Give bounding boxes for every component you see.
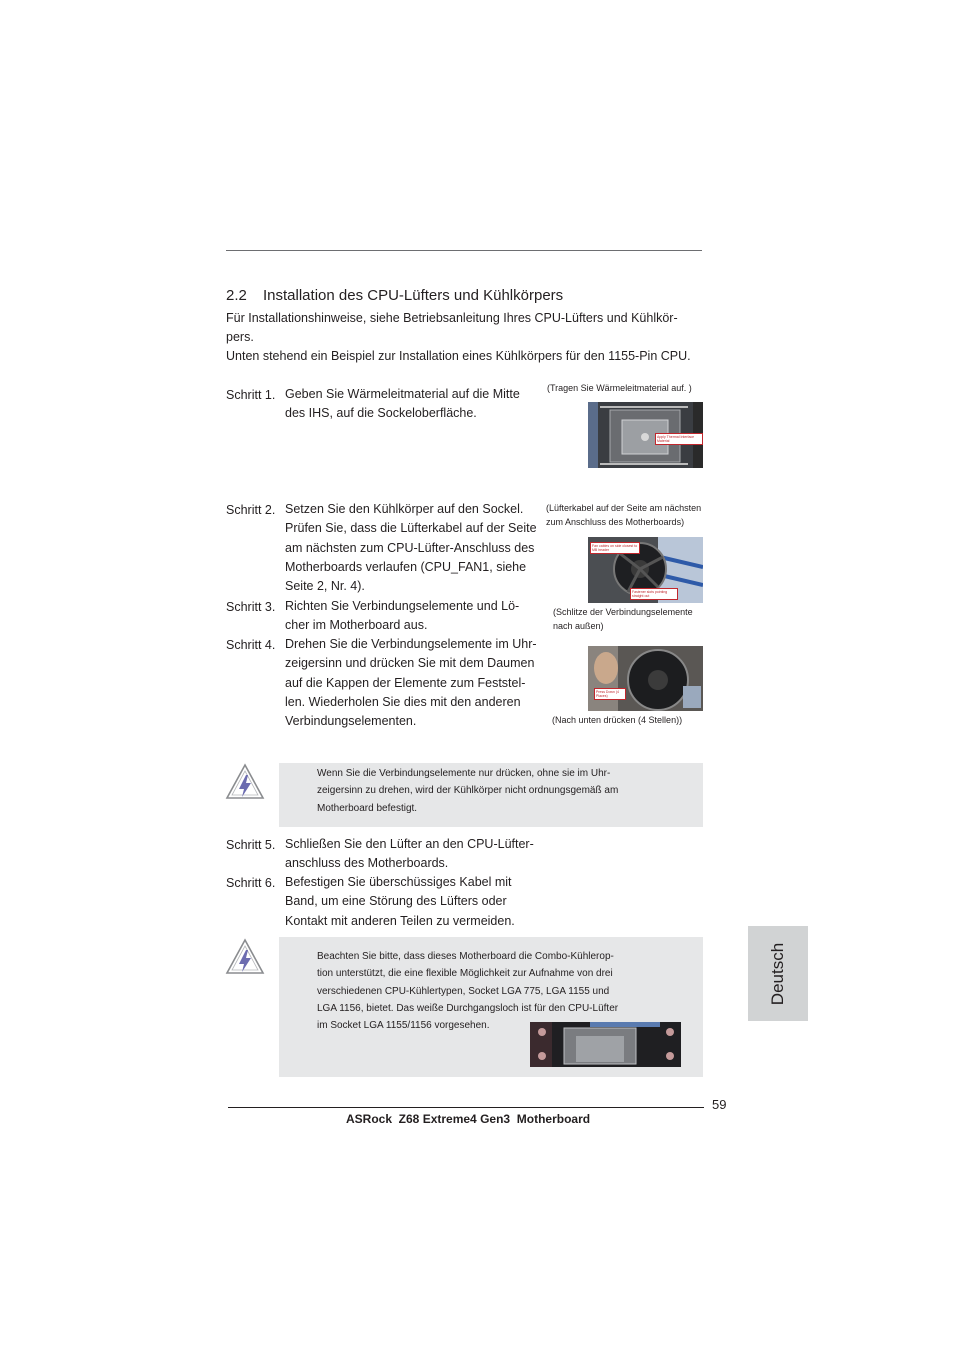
photo-tag: Apply Thermal Interface Material (655, 433, 703, 445)
note-line: Wenn Sie die Verbindungselemente nur drücken, ohne sie im Uhr- (317, 768, 611, 779)
note-line: Motherboard befestigt. (317, 802, 418, 814)
language-tab-label: Deutsch (768, 942, 787, 1005)
step-4-label: Schritt 4. (226, 638, 276, 652)
warning-icon (225, 937, 265, 975)
photo-press-down (588, 646, 703, 711)
intro-line-1: Für Installationshinweise, siehe Betriebsanleitung Ihres CPU-Lüfters und Kühlkör- (226, 311, 678, 325)
caption-step-4: (Nach unten drücken (4 Stellen)) (552, 715, 683, 725)
step-line: Setzen Sie den Kühlkörper auf den Sockel. (285, 502, 524, 516)
step-6-text (285, 873, 515, 931)
note-box-1 (279, 763, 703, 827)
photo-tag: Fan cables on side closest to MB header (590, 542, 640, 554)
step-line: len. Wiederholen Sie dies mit den anderen (285, 694, 521, 709)
page-number: 59 (712, 1097, 727, 1112)
note-line: tion unterstützt, die eine flexible Möglichkeit zur Aufnahme von drei (317, 968, 613, 980)
step-line: Kontakt mit anderen Teilen zu vermeiden. (285, 913, 515, 928)
top-divider (226, 250, 702, 251)
note-1-text (317, 765, 618, 817)
note-line: LGA 1156, bietet. Das weiße Durchgangsloch ist für den CPU-Lüfter (317, 1002, 619, 1014)
step-line: auf die Kappen der Elemente zum Feststel- (285, 675, 526, 690)
bottom-divider (228, 1107, 704, 1108)
step-line: Band, um eine Störung des Lüfters oder (285, 894, 507, 909)
photo-thermal-paste (588, 402, 703, 468)
photo-tag: Press Down (4 Places) (594, 688, 626, 700)
step-line: anschluss des Motherboards. (285, 856, 449, 871)
step-1-text (285, 385, 520, 424)
note-box-2 (279, 937, 703, 1077)
step-line: cher im Motherboard aus. (285, 618, 428, 633)
step-line: Prüfen Sie, dass die Lüfterkabel auf der Seite (285, 521, 537, 536)
caption-step-2-b: zum Anschluss des Motherboards) (546, 517, 685, 527)
photo-heatsink (588, 537, 703, 603)
language-tab (748, 926, 808, 1021)
caption-step-2-a: (Lüfterkabel auf der Seite am nächsten (546, 503, 702, 513)
step-line: Motherboards verlaufen (CPU_FAN1, siehe (285, 559, 527, 574)
footer-title: ASRock Z68 Extreme4 Gen3 Motherboard (346, 1112, 591, 1126)
step-2-label: Schritt 2. (226, 503, 276, 517)
step-3-text (285, 597, 519, 636)
note-line: im Socket LGA 1155/1156 vorgesehen. (317, 1020, 490, 1032)
caption-step-3-b: nach außen) (553, 621, 604, 631)
press-down-image (588, 646, 703, 711)
caption-step-3-a: (Schlitze der Verbindungselemente (553, 607, 693, 617)
step-line: Drehen Sie die Verbindungselemente im Uhr- (285, 637, 537, 651)
motherboard-socket-image (530, 1022, 681, 1067)
note-line: verschiedenen CPU-Kühlertypen, Socket LGA 775, LGA 1155 und (317, 985, 610, 997)
section-title: Installation des CPU-Lüfters und Kühlkörpers (263, 287, 564, 304)
step-line: Schließen Sie den Lüfter an den CPU-Lüfter- (285, 837, 534, 851)
step-line: zeigersinn und drücken Sie mit dem Daumen (285, 656, 535, 671)
step-5-text (285, 835, 534, 874)
intro-line-3: Unten stehend ein Beispiel zur Installation eines Kühlkörpers für den 1155-Pin CPU. (226, 349, 691, 363)
photo-tag: Fastener slots pointing straight out (630, 588, 678, 600)
step-2-text (285, 500, 537, 596)
step-line: Seite 2, Nr. 4). (285, 579, 365, 594)
step-3-label: Schritt 3. (226, 600, 276, 614)
photo-motherboard-socket (530, 1022, 681, 1067)
step-1-label: Schritt 1. (226, 388, 276, 402)
step-line: des IHS, auf die Sockeloberfläche. (285, 406, 477, 421)
caption-step-1: (Tragen Sie Wärmeleitmaterial auf. ) (547, 383, 692, 393)
step-line: Richten Sie Verbindungselemente und Lö- (285, 599, 520, 613)
step-line: Verbindungselementen. (285, 714, 417, 729)
step-5-label: Schritt 5. (226, 838, 276, 852)
section-number: 2.2 (226, 287, 247, 304)
warning-icon (225, 762, 265, 800)
intro-line-2: pers. (226, 330, 254, 344)
section-heading (226, 287, 563, 304)
step-6-label: Schritt 6. (226, 876, 276, 890)
step-line: Befestigen Sie überschüssiges Kabel mit (285, 875, 512, 889)
note-line: Beachten Sie bitte, dass dieses Motherboard die Combo-Kühlerop- (317, 951, 614, 962)
step-4-text (285, 635, 537, 731)
step-line: am nächsten zum CPU-Lüfter-Anschluss des (285, 540, 535, 555)
note-line: zeigersinn zu drehen, wird der Kühlkörper nicht ordnungsgemäß am (317, 785, 619, 797)
step-line: Geben Sie Wärmeleitmaterial auf die Mitte (285, 387, 520, 401)
